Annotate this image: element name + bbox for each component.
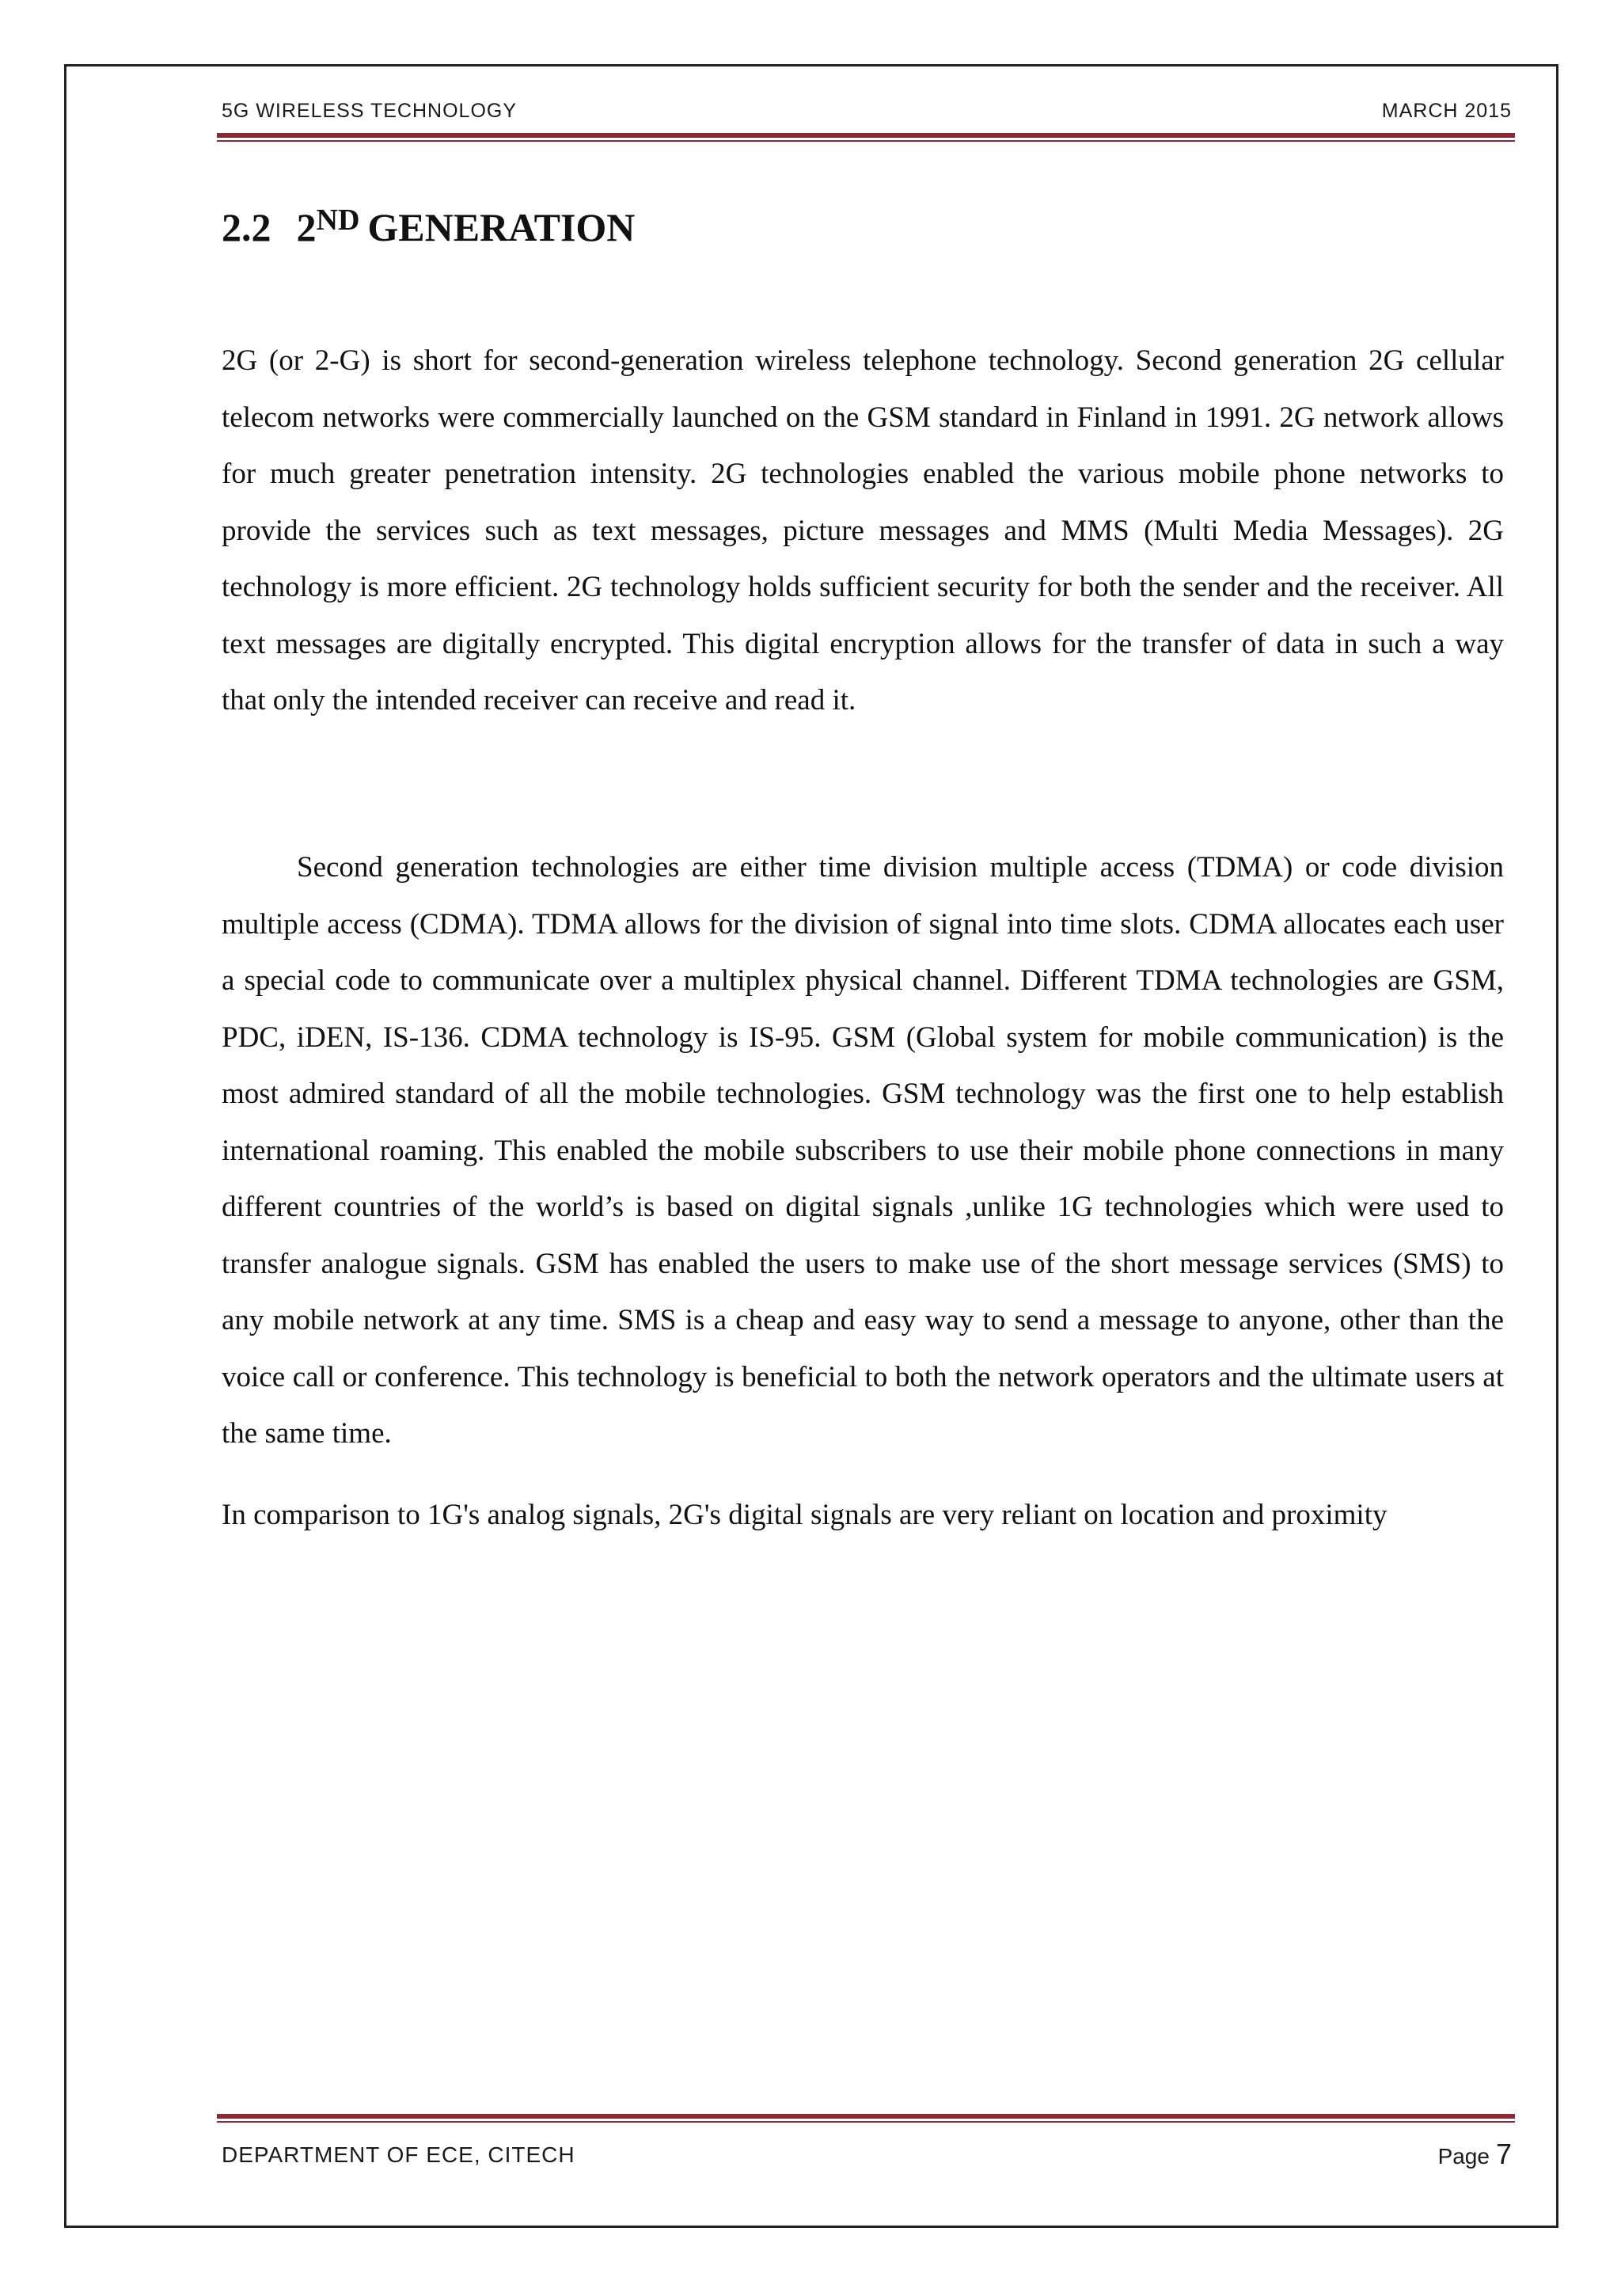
footer-rule-thin	[217, 2121, 1515, 2123]
header-rule	[217, 133, 1515, 143]
footer-rule	[217, 2114, 1515, 2123]
section-title-superscript: ND	[316, 203, 360, 237]
header-rule-thin	[217, 140, 1515, 142]
running-footer	[222, 2138, 1512, 2172]
paragraph-technologies: Second generation technologies are either time division multiple access (TDMA) or code division multiple access (CDMA). TDMA allows for the division of signal into time slots. CDMA allocates each user a special code to communicate over a multiplex physical channel. Different TDMA technologies are GSM, PDC, iDEN, IS-136. CDMA technology is IS-95. GSM (Global system for mobile communication) is the most admired standard of all the mobile technologies. GSM technology was the first one to help establish international roaming. This enabled the mobile subscribers to use their mobile phone connections in many different countries of the world’s is based on digital signals ,unlike 1G technologies which were used to transfer analogue signals. GSM has enabled the users to make use of the short message services (SMS) to any mobile network at any time. SMS is a cheap and easy way to send a message to anyone, other than the voice call or conference. This technology is beneficial to both the network operators and the ultimate users at the same time.	[222, 851, 1504, 1450]
footer-department: DEPARTMENT OF ECE, CITECH	[222, 2142, 575, 2167]
footer-rule-thick	[217, 2114, 1515, 2119]
page-number: 7	[1495, 2138, 1512, 2170]
section-title-digit: 2	[296, 205, 317, 249]
page-label: Page	[1437, 2144, 1490, 2169]
running-header	[222, 100, 1512, 128]
paragraph-comparison: In comparison to 1G's analog signals, 2G's digital signals are very reliant on location and proximity	[222, 1499, 1388, 1531]
page-indicator	[1438, 2138, 1512, 2171]
paragraph-intro: 2G (or 2-G) is short for second-generation wireless telephone technology. Second generation 2G cellular telecom networks were commercially launched on the GSM standard in Finland in 1991. 2G network allows for much greater penetration intensity. 2G technologies enabled the various mobile phone networks to provide the services such as text messages, picture messages and MMS (Multi Media Messages). 2G technology is more efficient. 2G technology holds sufficient security for both the sender and the receiver. All text messages are digitally encrypted. This digital encryption allows for the transfer of data in such a way that only the intended receiver can receive and read it.	[222, 344, 1504, 717]
header-date: MARCH 2015	[1381, 100, 1512, 122]
section-heading	[222, 203, 636, 249]
header-title: 5G WIRELESS TECHNOLOGY	[222, 100, 518, 122]
header-rule-thick	[217, 133, 1515, 138]
section-title-rest: GENERATION	[367, 205, 636, 249]
section-number: 2.2	[222, 205, 271, 249]
